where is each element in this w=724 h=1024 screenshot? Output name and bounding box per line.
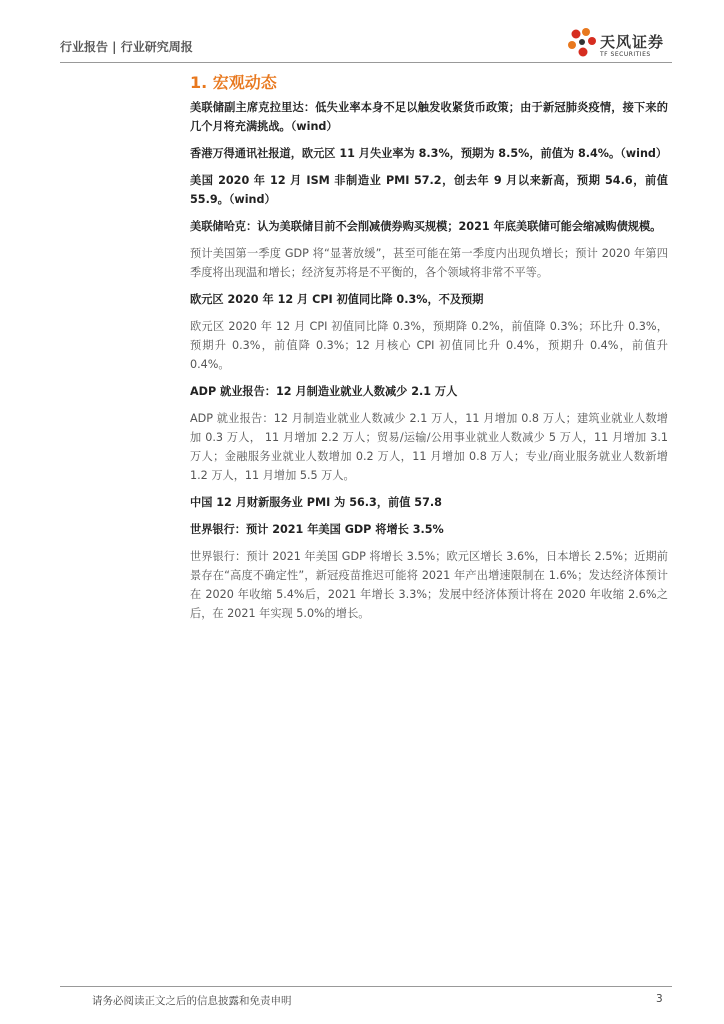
paragraph: ADP 就业报告：12 月制造业就业人数减少 2.1 万人，11 月增加 0.8 万人；建筑业就业人数增加 0.3 万人， 11 月增加 2.2 万人；贸易/运输/公用事业就业人数减少 5 万人，11 月增加 3.1 万人；金融服务业就业人数增加 0.2 万人，11 月增加 0.8 万人；专业/商业服务就业人数新增 1.2 万人，11 月增加 5.5 万人。 — [190, 412, 668, 482]
paragraph: 香港万得通讯社报道，欧元区 11 月失业率为 8.3%，预期为 8.5%，前值为 8.4%。（wind） — [190, 147, 668, 160]
paragraph: 美联储哈克：认为美联储目前不会削减债券购买规模；2021 年底美联储可能会缩减购债规模。 — [190, 220, 662, 233]
header-divider — [60, 62, 672, 63]
paragraph-heading: 世界银行：预计 2021 年美国 GDP 将增长 3.5% — [190, 523, 444, 536]
paragraph: 预计美国第一季度 GDP 将“显著放缓”，甚至可能在第一季度内出现负增长；预计 2020 年第四季度将出现温和增长；经济复苏将是不平衡的，各个领域将非常不平等。 — [190, 247, 668, 279]
paragraph: 美国 2020 年 12 月 ISM 非制造业 PMI 57.2，创去年 9 月以来新高，预期 54.6，前值 55.9。（wind） — [190, 174, 668, 206]
paragraph: 美联储副主席克拉里达：低失业率本身不足以触发收紧货币政策；由于新冠肺炎疫情，接下来的几个月将充满挑战。（wind） — [190, 101, 668, 133]
flower-logo-icon — [566, 26, 598, 60]
paragraph: 欧元区 2020 年 12 月 CPI 初值同比降 0.3%，预期降 0.2%，前值降 0.3%；环比升 0.3%，预期升 0.3%，前值降 0.3%；12 月核心 CPI 初值同比升 0.4%，预期升 0.4%，前值升 0.4%。 — [190, 320, 668, 371]
section-title: 1. 宏观动态 — [190, 73, 277, 92]
paragraph: 世界银行：预计 2021 年美国 GDP 将增长 3.5%；欧元区增长 3.6%，日本增长 2.5%；近期前景存在“高度不确定性”，新冠疫苗推迟可能将 2021 年产出增速限制在 1.6%；发达经济体预计在 2020 年收缩 5.4%后，2021 年增长 3.3%；发展中经济体预计将在 2020 年收缩 2.6%之后，在 2021 年实现 5.0%的增长。 — [190, 550, 668, 620]
logo-text-en: TF SECURITIES — [600, 51, 651, 58]
paragraph-heading: 欧元区 2020 年 12 月 CPI 初值同比降 0.3%，不及预期 — [190, 293, 484, 306]
page-number: 3 — [656, 993, 663, 1005]
footer-disclaimer: 请务必阅读正文之后的信息披露和免责申明 — [92, 995, 292, 1007]
report-body — [190, 98, 668, 631]
paragraph-heading: 中国 12 月财新服务业 PMI 为 56.3，前值 57.8 — [190, 496, 442, 509]
tf-securities-logo — [566, 26, 676, 66]
footer-divider — [60, 986, 672, 987]
logo-text-cn: 天风证券 — [600, 33, 665, 51]
paragraph-heading: ADP 就业报告：12 月制造业就业人数减少 2.1 万人 — [190, 385, 458, 398]
report-category: 行业报告 | 行业研究周报 — [60, 40, 193, 54]
